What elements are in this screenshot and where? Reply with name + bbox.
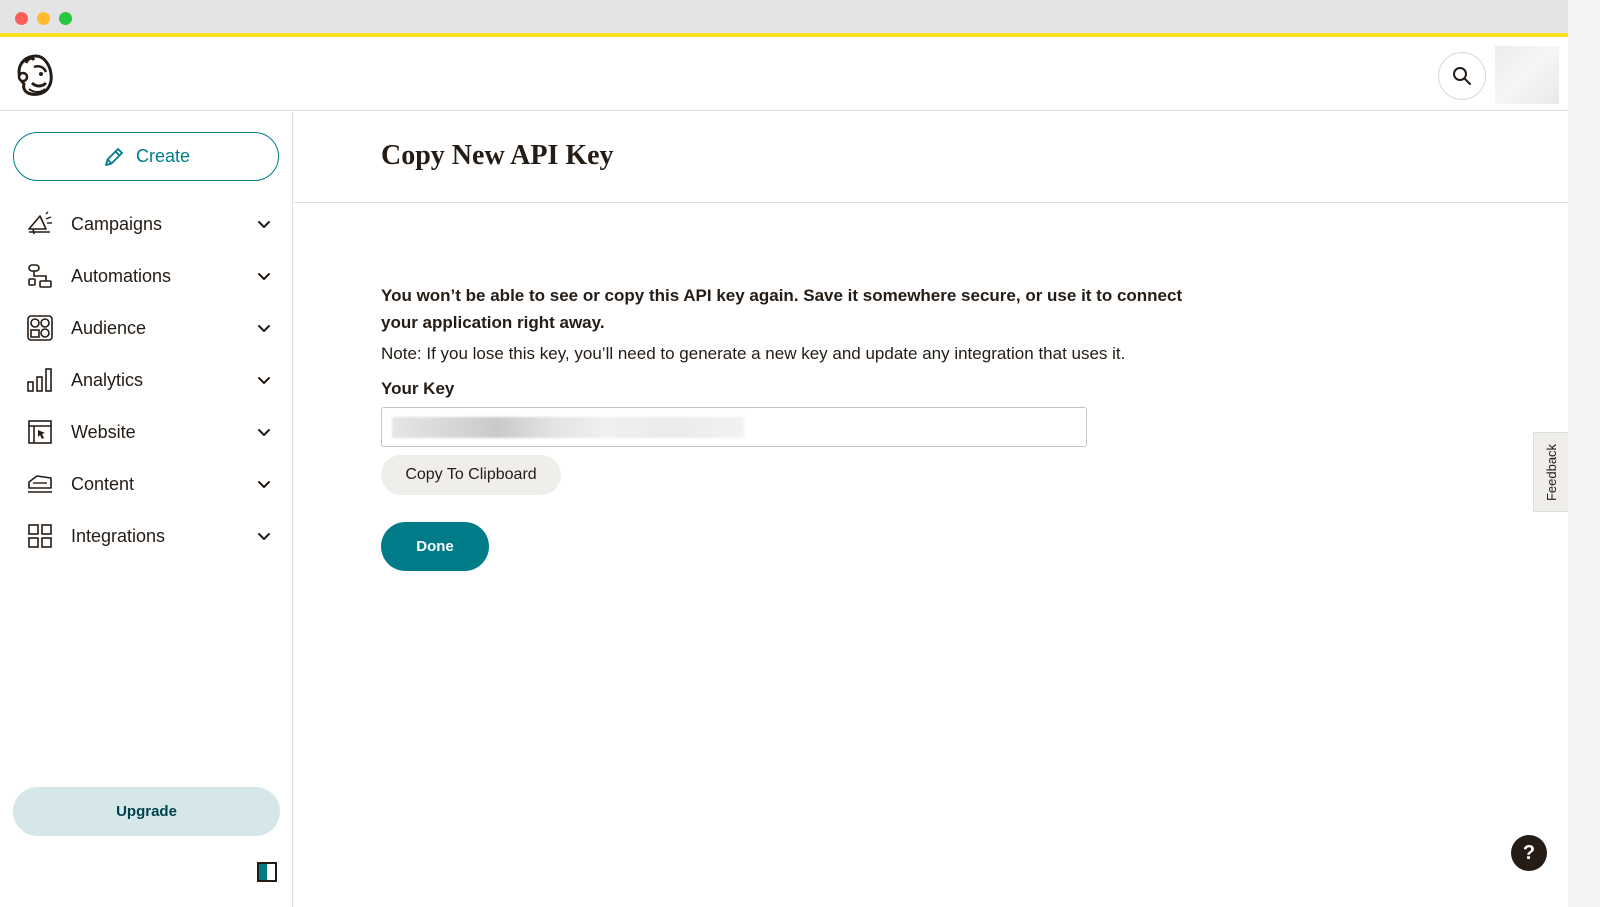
done-button[interactable]: Done	[381, 522, 489, 571]
audience-icon	[26, 314, 54, 342]
sidebar	[0, 112, 293, 907]
sidebar-item-analytics[interactable]	[0, 354, 293, 406]
copy-to-clipboard-button[interactable]: Copy To Clipboard	[381, 455, 561, 495]
sidebar-item-label: Audience	[71, 317, 147, 338]
chevron-down-icon	[256, 320, 272, 336]
sidebar-item-campaigns[interactable]	[0, 198, 293, 250]
search-icon	[1452, 66, 1472, 86]
main-content	[294, 112, 1568, 907]
megaphone-icon	[26, 210, 54, 238]
top-navigation-bar	[0, 41, 1568, 111]
sidebar-item-audience[interactable]	[0, 302, 293, 354]
chevron-down-icon	[256, 476, 272, 492]
help-button[interactable]: ?	[1511, 835, 1547, 871]
sidebar-item-label: Automations	[71, 265, 172, 286]
chevron-down-icon	[256, 268, 272, 284]
sidebar-item-label: Content	[71, 473, 135, 494]
create-button[interactable]	[13, 132, 279, 181]
chevron-down-icon	[256, 372, 272, 388]
website-icon	[26, 418, 54, 446]
create-button-label: Create	[135, 146, 191, 166]
chevron-down-icon	[256, 424, 272, 440]
api-key-note: Note: If you lose this key, you’ll need to generate a new key and update any integration that uses it.	[381, 344, 1126, 363]
sidebar-item-label: Campaigns	[71, 213, 163, 234]
user-avatar[interactable]	[1495, 46, 1559, 104]
close-window-button[interactable]	[15, 12, 28, 25]
page-header	[294, 112, 1568, 203]
window-titlebar	[0, 0, 1568, 37]
automations-icon	[26, 262, 54, 290]
sidebar-item-automations[interactable]	[0, 250, 293, 302]
redacted-key-value	[392, 417, 744, 438]
page-title: Copy New API Key	[381, 140, 614, 171]
sidebar-item-label: Analytics	[71, 369, 144, 390]
api-key-field[interactable]	[381, 407, 1087, 447]
mailchimp-logo-icon[interactable]	[14, 53, 56, 97]
sidebar-item-website[interactable]	[0, 406, 293, 458]
chevron-down-icon	[256, 216, 272, 232]
content-icon	[26, 470, 54, 498]
collapse-sidebar-icon[interactable]	[257, 862, 277, 882]
sidebar-item-label: Website	[71, 421, 136, 442]
upgrade-button[interactable]: Upgrade	[13, 787, 280, 836]
minimize-window-button[interactable]	[37, 12, 50, 25]
api-key-warning: You won’t be able to see or copy this API key again. Save it somewhere secure, or use it to connect your application right away.	[381, 286, 1183, 332]
grid-icon	[26, 522, 54, 550]
sidebar-item-label: Integrations	[71, 525, 166, 546]
search-button[interactable]	[1438, 52, 1486, 100]
chevron-down-icon	[256, 528, 272, 544]
feedback-label: Feedback	[1544, 443, 1560, 501]
pencil-icon	[102, 145, 126, 169]
sidebar-item-integrations[interactable]	[0, 510, 293, 562]
bar-chart-icon	[26, 366, 54, 394]
your-key-label: Your Key	[381, 379, 455, 398]
feedback-tab[interactable]	[1533, 432, 1568, 512]
sidebar-item-content[interactable]	[0, 458, 293, 510]
maximize-window-button[interactable]	[59, 12, 72, 25]
